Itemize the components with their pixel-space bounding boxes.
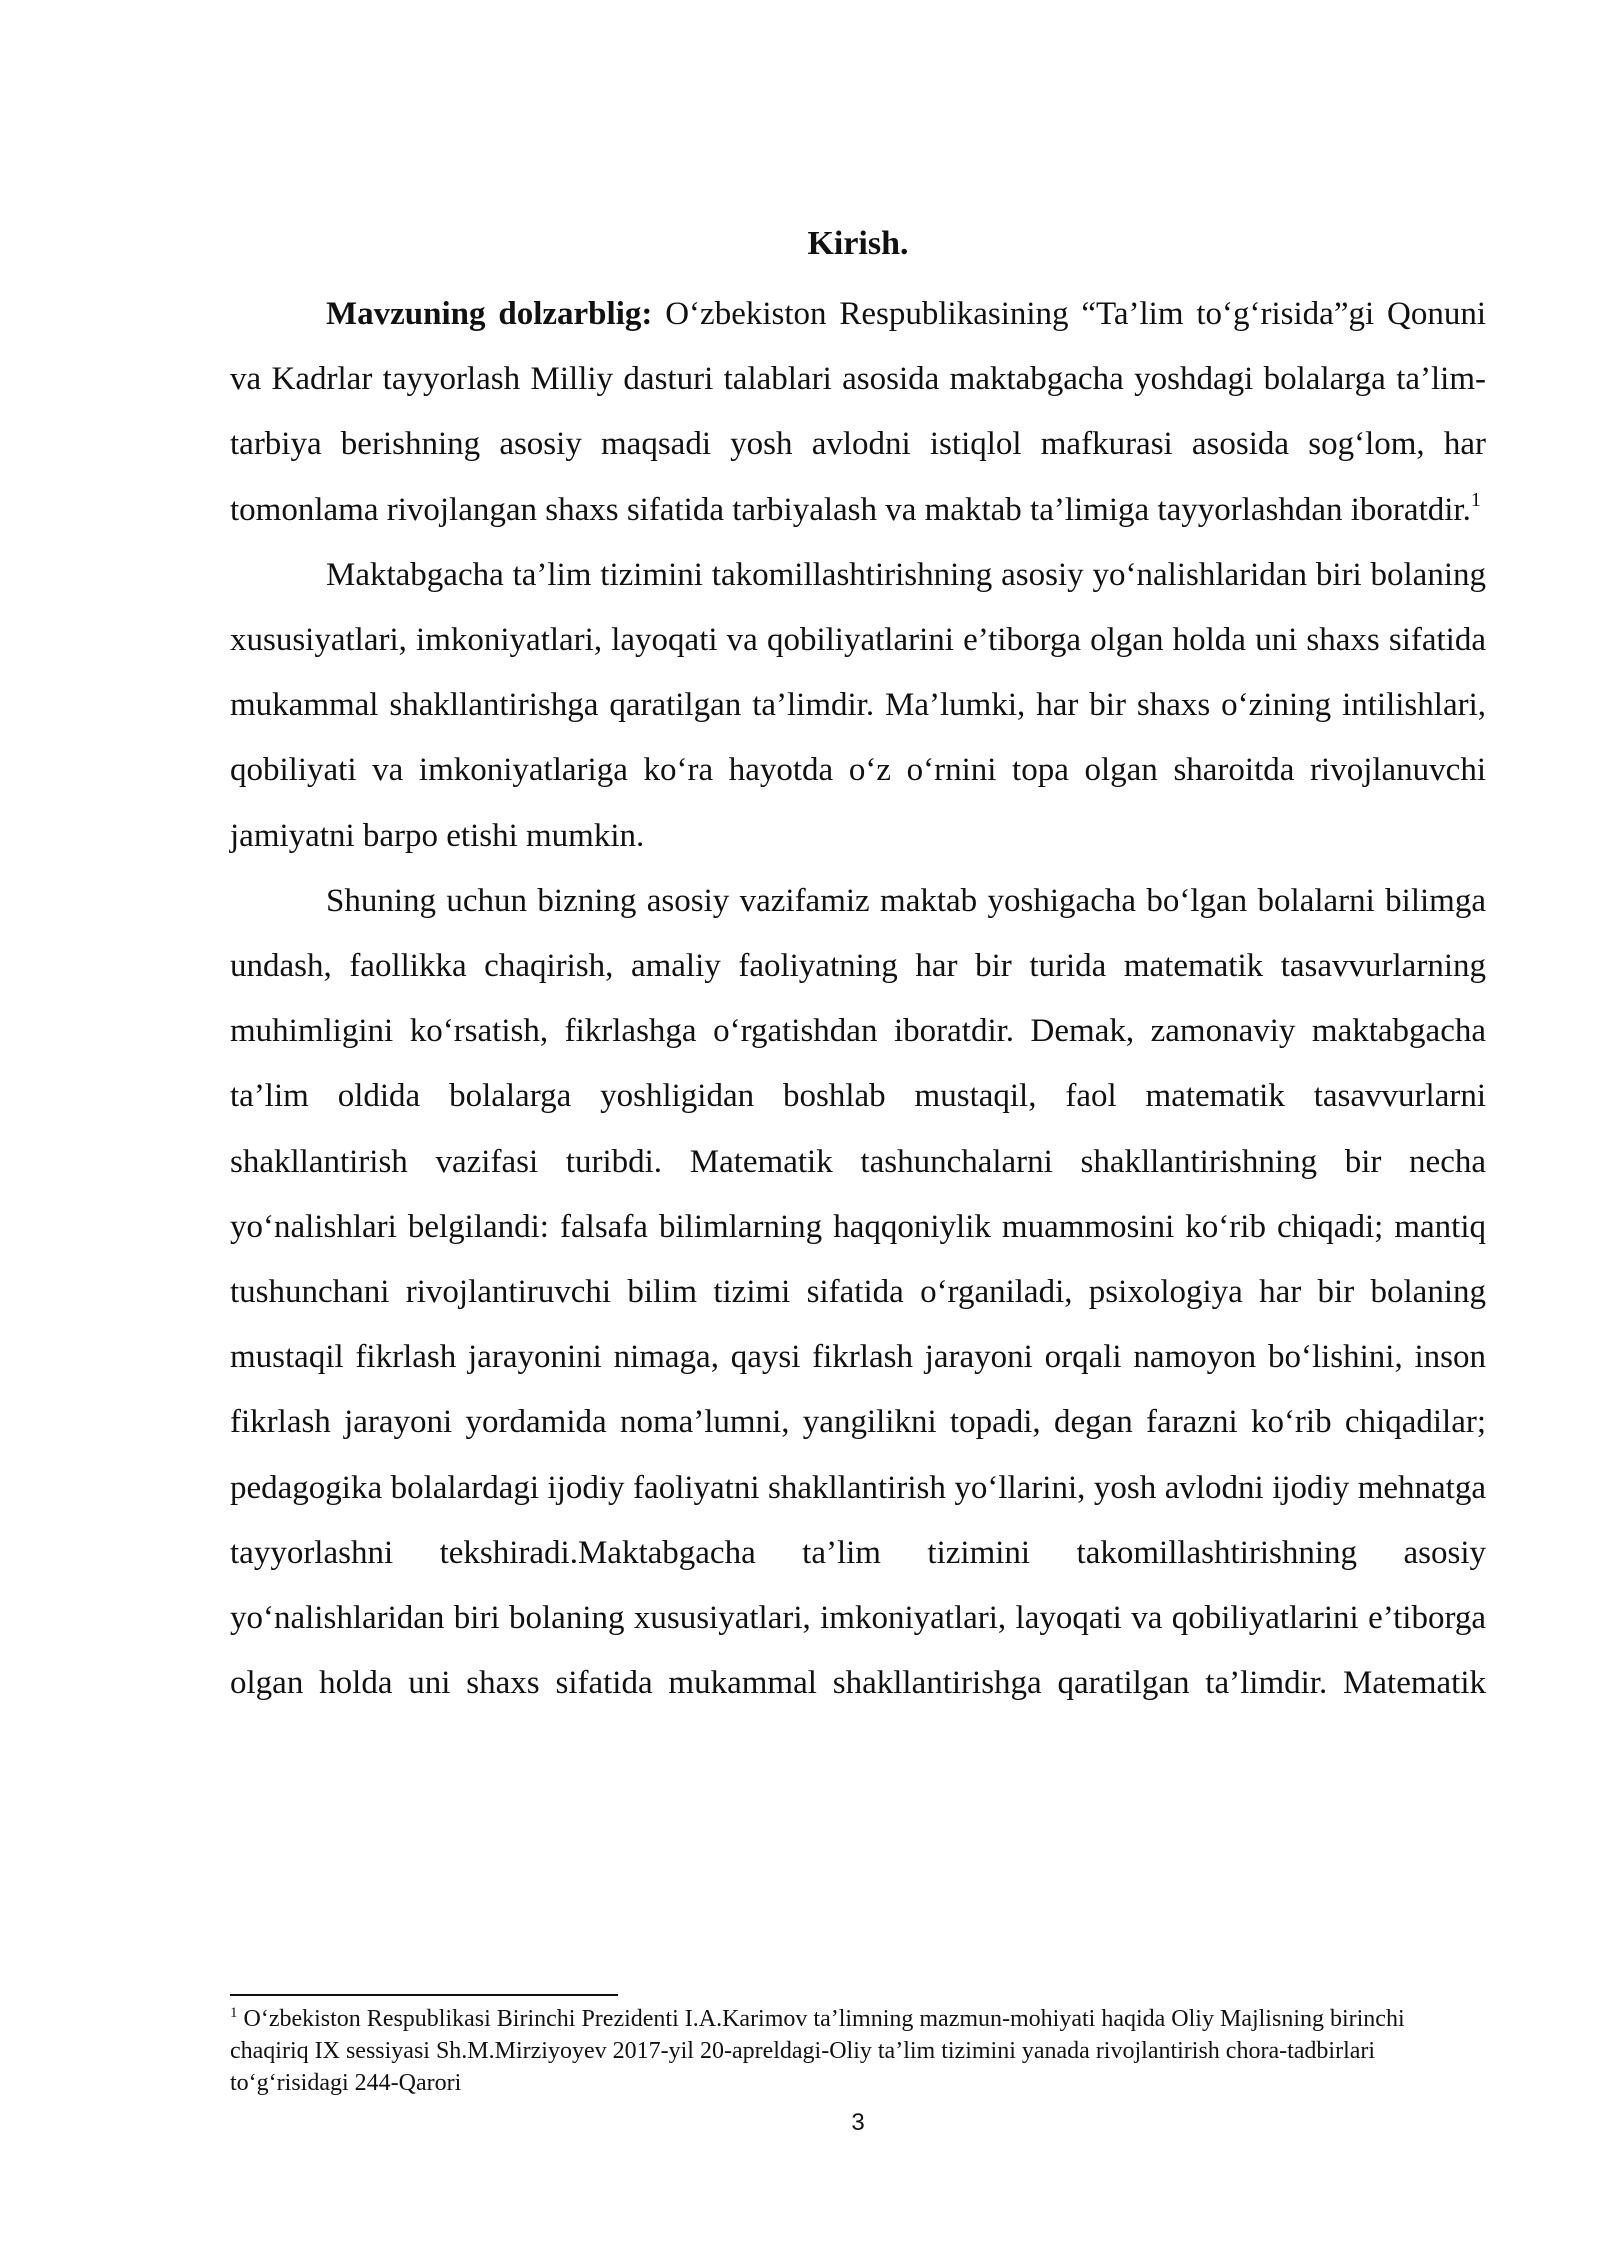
footnote-text: O‘zbekiston Respublikasi Birinchi Prezidenti I.A.Karimov ta’limning mazmun-mohiyati haqida Oliy Majlisning birinchi chaqiriq IX sessiyasi Sh.M.Mirziyoyev 2017-yil 20-apreldagi-Oliy ta’lim tizimini yanada rivojlantirish chora-tadbirlari to‘g‘risidagi 244-Qarori: [230, 2006, 1405, 2096]
paragraph-3: Shuning uchun bizning asosiy vazifamiz maktab yoshigacha bo‘lgan bolalarni bilimga undash, faollikka chaqirish, amaliy faoliyatning har bir turida matematik tasavvurlarning muhimligini ko‘rsatish, fikrlashga o‘rgatishdan iboratdir. Demak, zamonaviy maktabgacha ta’lim oldida bolalarga yoshligidan boshlab mustaqil, faol matematik tasavvurlarni shakllantirish vazifasi turibdi. Matematik tashunchalarni shakllantirishning bir necha yo‘nalishlari belgilandi: falsafa bilimlarning haqqoniylik muammosini ko‘rib chiqadi; mantiq tushunchani rivojlantiruvchi bilim tizimi sifatida o‘rganiladi, psixologiya har bir bolaning mustaqil fikrlash jarayonini nimaga, qaysi fikrlash jarayoni orqali namoyon bo‘lishini, inson fikrlash jarayoni yordamida noma’lumni, yangilikni topadi, degan farazni ko‘rib chiqadilar; pedagogika bolalardagi ijodiy faoliyatni shakllantirish yo‘llarini, yosh avlodni ijodiy mehnatga tayyorlashni tekshiradi.Maktabgacha ta’lim tizimini takomillashtirishning asosiy yo‘nalishlaridan biri bolaning xususiyatlari, imkoniyatlari, layoqati va qobiliyatlarini e’tiborga olgan holda uni shaxs sifatida mukammal shakllantirishga qaratilgan ta’limdir. Matematik: [230, 882, 1486, 1702]
page-number: 3: [851, 2109, 865, 2136]
document-page: [230, 0, 1486, 2262]
body-text: [230, 282, 1486, 1716]
section-title: Kirish.: [807, 225, 909, 262]
paragraph-1: [230, 282, 1486, 543]
paragraph-2: Maktabgacha ta’lim tizimini takomillashtirishning asosiy yo‘nalishlaridan biri bolaning xususiyatlari, imkoniyatlari, layoqati va qobiliyatlarini e’tiborga olgan holda uni shaxs sifatida mukammal shakllantirishga qaratilgan ta’limdir. Ma’lumki, har bir shaxs o‘zining intilishlari, qobiliyati va imkoniyatlariga ko‘ra hayotda o‘z o‘rnini topa olgan sharoitda rivojlanuvchi jamiyatni barpo etishi mumkin.: [230, 556, 1486, 854]
footnote: [230, 2003, 1486, 2099]
footnote-separator: [230, 1994, 618, 1996]
paragraph-lead: Mavzuning dolzarblig:: [326, 296, 653, 332]
footnote-reference[interactable]: 1: [1470, 488, 1481, 511]
paragraph-1-text: O‘zbekiston Respublikasining “Ta’lim to‘g‘risida”gi Qonuni va Kadrlar tayyorlash Milliy dasturi talablari asosida maktabgacha yoshdagi bolalarga ta’lim-tarbiya berishning asosiy maqsadi yosh avlodni istiqlol mafkurasi asosida sog‘lom, har tomonlama rivojlangan shaxs sifatida tarbiyalash va maktab ta’limiga tayyorlashdan iboratdir.: [230, 296, 1486, 528]
footnote-marker: 1: [230, 2005, 238, 2021]
